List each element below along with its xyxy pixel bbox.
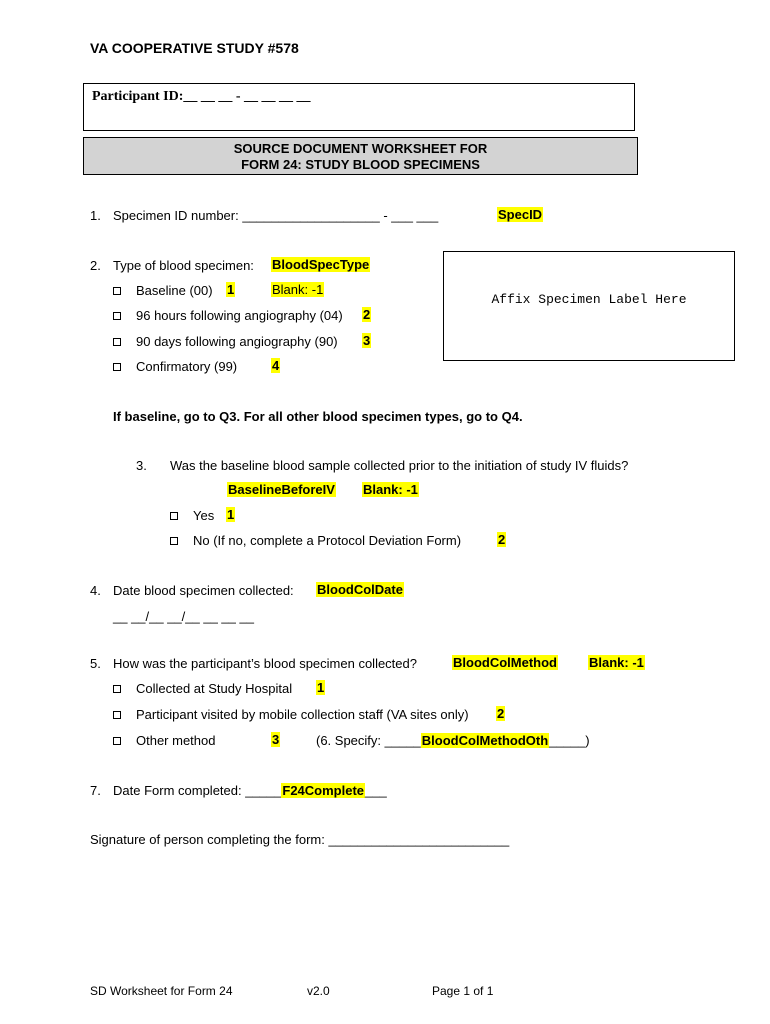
q3-number: 3.	[136, 458, 147, 473]
q7-text-suffix: ___	[365, 783, 387, 798]
participant-id-box	[83, 83, 635, 131]
q3-option-code: 2	[498, 532, 506, 547]
q2-option-label: Confirmatory (99)	[136, 359, 238, 374]
checkbox-icon[interactable]	[170, 537, 178, 545]
footer-form-name: SD Worksheet for Form 24	[90, 984, 233, 998]
q7-number: 7.	[90, 783, 101, 798]
q3-option-row[interactable]	[170, 533, 178, 548]
q2-option-code: 2	[363, 307, 371, 322]
q5-number: 5.	[90, 656, 101, 671]
checkbox-icon[interactable]	[113, 737, 121, 745]
q2-question-text: Type of blood specimen:	[113, 258, 254, 273]
checkbox-icon[interactable]	[170, 512, 178, 520]
q4-date-field[interactable]: __ __/__ __/__ __ __ __	[113, 609, 254, 624]
study-title: VA COOPERATIVE STUDY #578	[90, 40, 299, 56]
footer-version: v2.0	[307, 984, 330, 998]
q5-option-label: Collected at Study Hospital	[136, 681, 293, 696]
q2-option-row[interactable]	[113, 308, 121, 323]
q2-number: 2.	[90, 258, 101, 273]
q5-option-row[interactable]	[113, 733, 121, 748]
specimen-label-box	[443, 251, 735, 361]
q4-number: 4.	[90, 583, 101, 598]
checkbox-icon[interactable]	[113, 287, 121, 295]
q2-variable-tag: BloodSpecType	[272, 257, 370, 272]
q1-number: 1.	[90, 208, 101, 223]
q7-variable-tag: F24Complete	[282, 783, 365, 798]
q3-question-text: Was the baseline blood sample collected prior to the initiation of study IV fluids?	[170, 458, 629, 473]
q2-blank-tag: Blank: -1	[272, 282, 324, 297]
checkbox-icon[interactable]	[113, 338, 121, 346]
q5-option-row[interactable]	[113, 681, 121, 696]
worksheet-banner	[83, 137, 638, 175]
banner-line-1: SOURCE DOCUMENT WORKSHEET FOR	[233, 141, 488, 156]
q2-option-code: 4	[272, 358, 280, 373]
q3-option-row[interactable]	[170, 508, 178, 523]
checkbox-icon[interactable]	[113, 685, 121, 693]
q3-option-label: Yes	[193, 508, 215, 523]
q1-variable-tag: SpecID	[498, 207, 543, 222]
q5-specify-suffix: _____)	[549, 733, 590, 748]
q5-option-row[interactable]	[113, 707, 121, 722]
q2-option-row[interactable]	[113, 334, 121, 349]
checkbox-icon[interactable]	[113, 363, 121, 371]
q5-specify-prefix: (6. Specify: _____	[316, 733, 421, 748]
q7-text-prefix: Date Form completed: _____	[113, 783, 282, 798]
q2-option-row[interactable]	[113, 359, 121, 374]
signature-field[interactable]: Signature of person completing the form: _________________________	[90, 832, 510, 847]
q2-option-label: Baseline (00)	[136, 283, 213, 298]
q3-option-label: No (If no, complete a Protocol Deviation Form)	[193, 533, 462, 548]
q5-variable-tag: BloodColMethod	[453, 655, 557, 670]
q7-date-field[interactable]	[113, 783, 387, 798]
q2-option-row[interactable]	[113, 283, 121, 298]
q2-option-code: 1	[227, 282, 235, 297]
q5-option-code: 1	[317, 680, 325, 695]
q5-specify-variable-tag: BloodColMethodOth	[421, 733, 549, 748]
banner-line-2: FORM 24: STUDY BLOOD SPECIMENS	[241, 157, 480, 172]
q2-option-label: 90 days following angiography (90)	[136, 334, 338, 349]
footer-page-number: Page 1 of 1	[432, 984, 494, 998]
q5-question-text: How was the participant’s blood specimen collected?	[113, 656, 417, 671]
q5-option-label: Other method	[136, 733, 216, 748]
participant-id-field[interactable]: Participant ID:__ __ __ - __ __ __ __	[92, 89, 311, 104]
q3-option-code: 1	[227, 507, 235, 522]
q2-option-label: 96 hours following angiography (04)	[136, 308, 343, 323]
q4-question-text: Date blood specimen collected:	[113, 583, 294, 598]
q2-option-code: 3	[363, 333, 371, 348]
q3-blank-tag: Blank: -1	[363, 482, 418, 497]
label-box-text: Affix Specimen Label Here	[491, 292, 687, 307]
q4-variable-tag: BloodColDate	[317, 582, 403, 597]
q5-blank-tag: Blank: -1	[589, 655, 644, 670]
q3-variable-tag: BaselineBeforeIV	[228, 482, 335, 497]
q5-option-code: 3	[272, 732, 280, 747]
q5-specify-field[interactable]	[316, 733, 590, 748]
q5-option-label: Participant visited by mobile collection staff (VA sites only)	[136, 707, 469, 722]
skip-instruction: If baseline, go to Q3. For all other blood specimen types, go to Q4.	[113, 409, 523, 424]
q1-specimen-id-field[interactable]: Specimen ID number: ___________________ - ___ ___	[113, 208, 439, 223]
checkbox-icon[interactable]	[113, 711, 121, 719]
q5-option-code: 2	[497, 706, 505, 721]
checkbox-icon[interactable]	[113, 312, 121, 320]
